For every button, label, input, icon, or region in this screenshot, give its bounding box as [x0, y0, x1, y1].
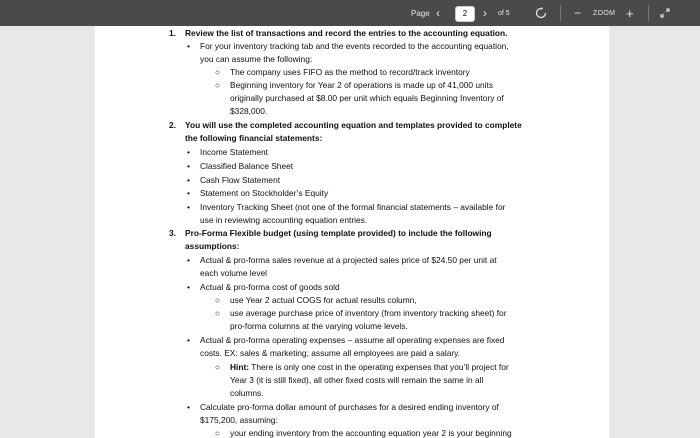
list-number: 3.	[169, 228, 176, 238]
text-line: use average purchase price of inventory (from inventory tracking sheet) for	[230, 308, 507, 318]
bullet: •	[187, 402, 190, 412]
text-line: use in reviewing accounting equation entries.	[200, 215, 368, 225]
bullet: •	[187, 161, 190, 171]
text-line: you can assume the following:	[200, 54, 313, 64]
text-line: Cash Flow Statement	[200, 175, 281, 185]
bullet: •	[187, 41, 190, 51]
page-label: Page	[411, 8, 430, 18]
next-page-icon[interactable]: ›	[483, 6, 487, 20]
toolbar-divider	[648, 5, 649, 21]
sub-bullet: ○	[215, 295, 221, 305]
text-line: columns.	[230, 388, 264, 398]
text-line: Actual & pro-forma sales revenue at a projected sales price of $24.50 per unit at	[200, 255, 497, 265]
toolbar-divider	[560, 5, 561, 21]
bullet: •	[187, 255, 190, 265]
fullscreen-icon[interactable]	[660, 0, 670, 26]
hint-label: Hint:	[230, 362, 250, 372]
text-line: Beginning inventory for Year 2 of operations is made up of 41,000 units	[230, 80, 494, 90]
text-line: originally purchased at $8.00 per unit which equals Beginning Inventory of	[230, 93, 504, 103]
sub-bullet: ○	[215, 80, 221, 90]
item-1-heading: Review the list of transactions and record the entries to the accounting equation.	[185, 28, 508, 38]
page-count: of 5	[498, 9, 510, 17]
item-2-heading: the following financial statements:	[185, 133, 323, 143]
text-line: Classified Balance Sheet	[200, 161, 294, 171]
text-line: The company uses FIFO as the method to record/track inventory	[230, 67, 470, 77]
list-number: 2.	[169, 120, 176, 130]
document-page	[95, 26, 609, 438]
item-2-heading: You will use the completed accounting equation and templates provided to complete	[185, 120, 522, 130]
text-line: each volume level	[200, 268, 268, 278]
bullet: •	[187, 335, 190, 345]
bullet: •	[187, 175, 190, 185]
item-3-heading: Pro-Forma Flexible budget (using template provided) to include the following	[185, 228, 492, 238]
text-line: Actual & pro-forma operating expenses – assume all operating expenses are fixed	[200, 335, 505, 345]
text-line: Year 3 (it is still fixed), all other fixed costs will remain the same in all	[230, 375, 484, 385]
item-3-heading: assumptions:	[185, 241, 240, 251]
zoom-label: ZOOM	[593, 9, 616, 17]
text-line: costs. EX: sales & marketing; assume all employees are paid a salary.	[200, 348, 461, 358]
text-line	[230, 362, 509, 372]
text-line: Calculate pro-forma dollar amount of purchases for a desired ending inventory of	[200, 402, 499, 412]
bullet: •	[187, 282, 190, 292]
text-line: Statement on Stockholder’s Equity	[200, 188, 329, 198]
text-line: Actual & pro-forma cost of goods sold	[200, 282, 340, 292]
text-line: pro-forma columns at the varying volume levels.	[230, 321, 408, 331]
text-line: your ending inventory from the accounting equation year 2 is your beginning	[230, 428, 512, 438]
text-line: $328,000.	[230, 106, 268, 116]
bullet: •	[187, 188, 190, 198]
zoom-out-icon[interactable]: −	[574, 6, 582, 20]
page-number-input[interactable]: 2	[455, 6, 475, 22]
text-line: $175,200, assuming:	[200, 415, 278, 425]
pdf-toolbar	[0, 0, 700, 26]
rotate-icon[interactable]	[535, 0, 547, 26]
text-line: use Year 2 actual COGS for actual results column,	[230, 295, 417, 305]
text-line: Income Statement	[200, 147, 268, 157]
sub-bullet: ○	[215, 67, 221, 77]
previous-page-icon[interactable]: ‹	[436, 6, 440, 20]
sub-bullet: ○	[215, 308, 221, 318]
bullet: •	[187, 147, 190, 157]
text-line: For your inventory tracking tab and the events recorded to the accounting equation,	[200, 41, 509, 51]
bullet: •	[187, 202, 190, 212]
sub-bullet: ○	[215, 362, 221, 372]
list-number: 1.	[169, 28, 176, 38]
hint-text: There is only one cost in the operating expenses that you’ll project for	[249, 362, 509, 372]
zoom-in-icon[interactable]: +	[626, 5, 634, 21]
sub-bullet: ○	[215, 428, 221, 438]
text-line: Inventory Tracking Sheet (not one of the formal financial statements – available for	[200, 202, 506, 212]
